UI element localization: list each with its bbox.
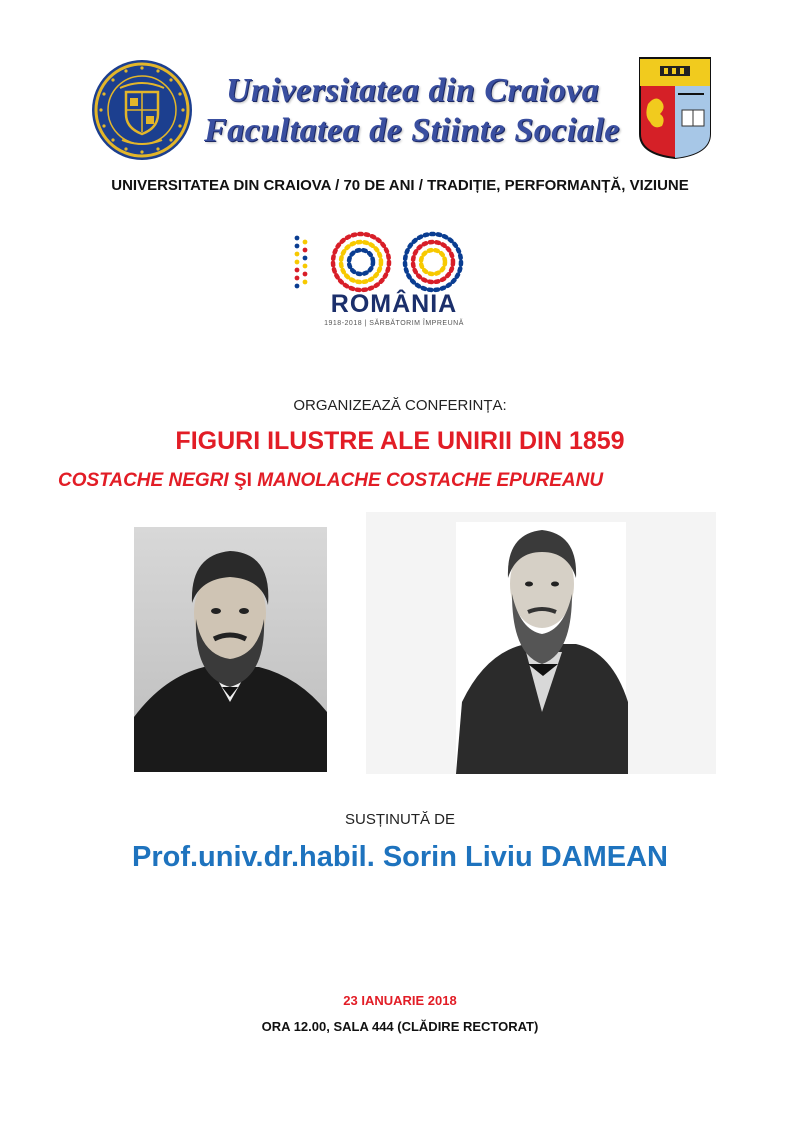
event-venue: ORA 12.00, SALA 444 (CLĂDIRE RECTORAT) — [261, 1019, 539, 1034]
event-date: 23 IANUARIE 2018 — [343, 993, 457, 1008]
centenary-country: ROMÂNIA — [330, 290, 458, 318]
university-name: Universitatea din Craiova — [226, 72, 600, 109]
faculty-crest-icon — [638, 56, 712, 160]
conference-title: FIGURI ILUSTRE ALE UNIRII DIN 1859 — [175, 427, 625, 455]
portrait-left — [134, 527, 327, 772]
faculty-name: Facultatea de Stiinte Sociale — [204, 112, 620, 149]
conference-subtitle — [58, 470, 603, 492]
presented-by-label: SUSȚINUTĂ DE — [344, 811, 455, 828]
speaker-name: Prof.univ.dr.habil. Sorin Liviu DAMEAN — [132, 841, 668, 873]
romania-centenary-logo — [283, 226, 505, 328]
subtitle-conjunction: ŞI — [228, 470, 258, 491]
centenary-caption: 1918-2018 | SĂRBĂTORIM ÎMPREUNĂ — [324, 320, 464, 327]
portrait-right — [366, 512, 716, 774]
conference-intro: ORGANIZEAZĂ CONFERINȚA: — [293, 397, 507, 414]
subtitle-name-2: MANOLACHE COSTACHE EPUREANU — [257, 470, 604, 491]
tagline: UNIVERSITATEA DIN CRAIOVA / 70 DE ANI / TRADIȚIE, PERFORMANȚĂ, VIZIUNE — [111, 177, 689, 194]
university-seal-icon — [90, 58, 194, 162]
subtitle-name-1: COSTACHE NEGRI — [58, 470, 229, 491]
